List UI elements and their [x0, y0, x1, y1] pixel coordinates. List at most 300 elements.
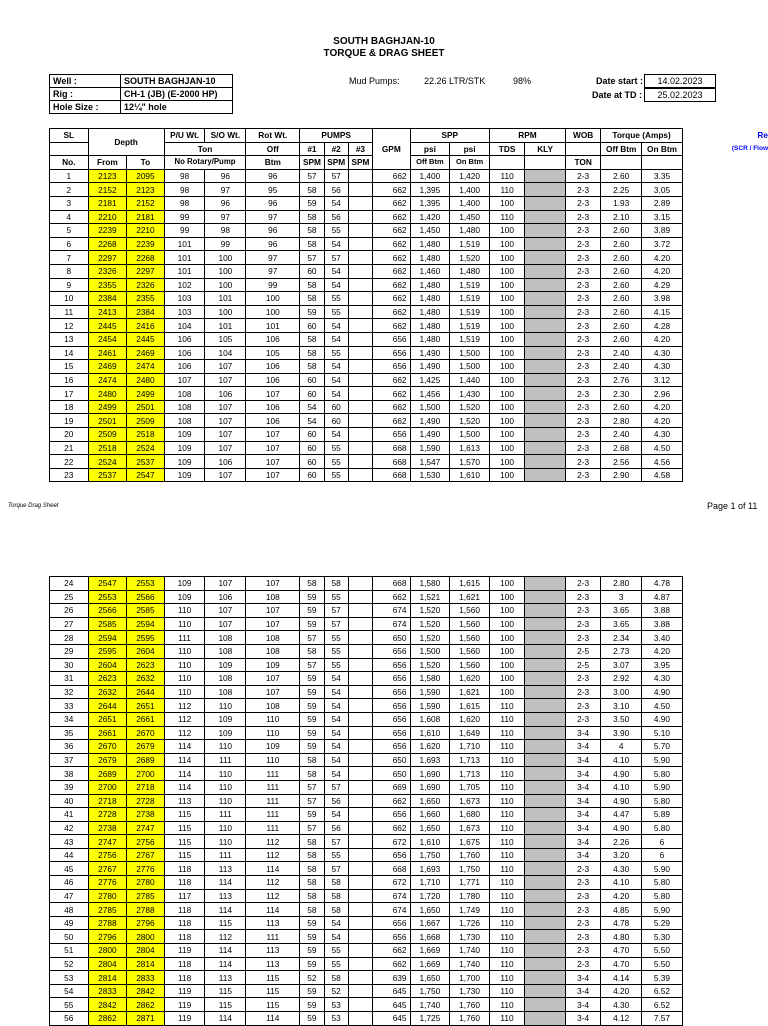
- table-cell: 115: [246, 984, 300, 998]
- table-cell: [525, 916, 566, 930]
- table-cell: 1,713: [450, 753, 490, 767]
- table-cell: 4.56: [642, 455, 683, 469]
- table-cell: 1,710: [410, 876, 450, 890]
- well-label: Well :: [50, 75, 121, 88]
- table-cell: 59: [300, 944, 324, 958]
- table-cell: 2-3: [565, 590, 600, 604]
- table-cell: [525, 726, 566, 740]
- table-cell: 662: [373, 400, 410, 414]
- table-cell: 58: [300, 848, 324, 862]
- table-cell: 57: [324, 835, 348, 849]
- table-cell: 1,480: [410, 292, 450, 306]
- table-cell: 106: [205, 590, 246, 604]
- table-cell: 52: [50, 957, 89, 971]
- table-cell: 1,650: [410, 903, 450, 917]
- table-cell: 2.60: [601, 264, 642, 278]
- table-cell: 52: [300, 971, 324, 985]
- table-cell: 2454: [88, 332, 127, 346]
- table-cell: [348, 196, 372, 210]
- table-cell: 119: [164, 1012, 205, 1026]
- table-cell: 1.93: [601, 196, 642, 210]
- table-cell: 58: [300, 577, 324, 591]
- table-cell: 1,430: [450, 387, 490, 401]
- table-cell: 656: [373, 726, 410, 740]
- table-cell: 110: [489, 862, 524, 876]
- table-cell: 58: [324, 889, 348, 903]
- table-cell: 1,519: [450, 278, 490, 292]
- table-cell: 100: [489, 305, 524, 319]
- table-cell: 54: [324, 237, 348, 251]
- table-cell: 58: [300, 644, 324, 658]
- table-cell: 110: [164, 658, 205, 672]
- table-cell: [348, 957, 372, 971]
- table-cell: 2814: [127, 957, 164, 971]
- table-cell: [348, 712, 372, 726]
- table-cell: 2268: [127, 251, 165, 265]
- table-cell: 110: [489, 808, 524, 822]
- table-cell: 4.90: [642, 712, 683, 726]
- table-cell: 110: [489, 210, 524, 224]
- table-cell: 100: [489, 292, 524, 306]
- table-cell: 112: [246, 876, 300, 890]
- table-cell: 114: [246, 1012, 300, 1026]
- col-spp-onbtm: On Btm: [450, 156, 490, 170]
- table-cell: 60: [300, 468, 324, 482]
- table-cell: 3.15: [642, 210, 683, 224]
- table-cell: 1,760: [450, 998, 490, 1012]
- table-cell: 2509: [127, 414, 165, 428]
- table-cell: 100: [489, 631, 524, 645]
- table-cell: 2384: [127, 305, 165, 319]
- table-cell: 2.60: [601, 251, 642, 265]
- table-cell: 2-3: [565, 957, 600, 971]
- table-cell: 1,725: [410, 1012, 450, 1026]
- table-cell: 1,520: [410, 604, 450, 618]
- table-cell: 104: [164, 319, 205, 333]
- table-cell: 109: [205, 658, 246, 672]
- table-row: [50, 944, 768, 958]
- table-cell: 110: [489, 169, 524, 183]
- table-cell: 107: [246, 617, 300, 631]
- table-cell: 4.90: [642, 685, 683, 699]
- col-pump1: #1: [300, 142, 324, 156]
- table-cell: 57: [300, 821, 324, 835]
- table-cell: 2.76: [601, 373, 642, 387]
- table-cell: 100: [489, 360, 524, 374]
- table-cell: 662: [373, 278, 410, 292]
- table-cell: [525, 332, 566, 346]
- table-cell: 100: [489, 441, 524, 455]
- table-cell: 2-3: [566, 292, 601, 306]
- table-cell: 114: [205, 903, 246, 917]
- table-cell: 110: [489, 835, 524, 849]
- table-cell: 2651: [127, 699, 164, 713]
- table-row: [50, 468, 768, 482]
- table-cell: 656: [373, 672, 410, 686]
- table-cell: 109: [164, 455, 205, 469]
- table-cell: 3-4: [565, 821, 600, 835]
- col-rot-wt: Rot Wt.: [246, 129, 300, 143]
- table-cell: 58: [300, 332, 324, 346]
- table-cell: [348, 617, 372, 631]
- table-cell: 112: [246, 889, 300, 903]
- table-row: [50, 196, 768, 210]
- table-cell: 109: [164, 577, 205, 591]
- table-cell: 2524: [127, 441, 165, 455]
- table-cell: 3.88: [642, 604, 683, 618]
- table-cell: [348, 251, 372, 265]
- table-cell: 2-3: [565, 862, 600, 876]
- table-cell: [525, 237, 566, 251]
- table-cell: 4.30: [642, 360, 683, 374]
- table-cell: 99: [246, 278, 300, 292]
- table-cell: 1,650: [410, 794, 450, 808]
- table-cell: 100: [489, 685, 524, 699]
- table-cell: 2-3: [565, 712, 600, 726]
- table-cell: 59: [300, 808, 324, 822]
- table-cell: [348, 685, 372, 699]
- table-cell: 656: [373, 428, 410, 442]
- table-cell: 110: [489, 699, 524, 713]
- table-cell: 59: [300, 712, 324, 726]
- table-cell: 1,750: [410, 984, 450, 998]
- table-cell: [348, 808, 372, 822]
- table-cell: [525, 319, 566, 333]
- table-cell: 114: [205, 957, 246, 971]
- table-cell: 5.29: [642, 916, 683, 930]
- table-cell: 1,480: [410, 305, 450, 319]
- table-row: [50, 971, 768, 985]
- table-cell: 662: [373, 264, 410, 278]
- table-cell: [348, 944, 372, 958]
- table-cell: [525, 876, 566, 890]
- table-cell: [525, 1012, 566, 1026]
- table-cell: 96: [246, 169, 300, 183]
- table-cell: 100: [489, 577, 524, 591]
- table-cell: 5.90: [642, 780, 683, 794]
- table-cell: 3: [601, 590, 642, 604]
- table-cell: [348, 971, 372, 985]
- table-cell: 7: [50, 251, 89, 265]
- table-cell: 2518: [127, 428, 165, 442]
- table-cell: 4.70: [601, 957, 642, 971]
- col-pump2: #2: [324, 142, 348, 156]
- table-row: [50, 590, 768, 604]
- table-cell: 4.78: [601, 916, 642, 930]
- table-cell: 2413: [88, 305, 127, 319]
- table-cell: 26: [50, 604, 89, 618]
- table-cell: 110: [489, 848, 524, 862]
- table-cell: 108: [164, 387, 205, 401]
- table-cell: 15: [50, 360, 89, 374]
- table-cell: 1,713: [450, 767, 490, 781]
- table-cell: 2767: [127, 848, 164, 862]
- table-row: [50, 889, 768, 903]
- table-cell: 31: [50, 672, 89, 686]
- table-cell: 99: [164, 210, 205, 224]
- table-cell: 29: [50, 644, 89, 658]
- table-cell: 1,425: [410, 373, 450, 387]
- table-cell: [348, 916, 372, 930]
- table-cell: 2-3: [566, 387, 601, 401]
- col-pump3: #3: [348, 142, 372, 156]
- table-cell: 2756: [127, 835, 164, 849]
- table-cell: 2480: [88, 387, 127, 401]
- table-cell: 1,673: [450, 794, 490, 808]
- table-cell: 5: [50, 224, 89, 238]
- table-cell: 110: [489, 726, 524, 740]
- table-cell: 3.35: [642, 169, 683, 183]
- table-cell: 110: [246, 753, 300, 767]
- table-row: [50, 862, 768, 876]
- table-cell: 110: [489, 780, 524, 794]
- table-cell: [525, 196, 566, 210]
- table-cell: [525, 292, 566, 306]
- table-cell: 2-3: [565, 699, 600, 713]
- table-cell: 55: [324, 305, 348, 319]
- table-cell: 96: [246, 196, 300, 210]
- table-cell: 2518: [88, 441, 127, 455]
- table-cell: [348, 346, 372, 360]
- table-cell: 34: [50, 712, 89, 726]
- mud-pumps-label: Mud Pumps:: [349, 76, 400, 86]
- table-cell: 59: [300, 740, 324, 754]
- col-wob: WOB: [566, 129, 601, 143]
- table-cell: [525, 278, 566, 292]
- table-cell: 57: [300, 169, 324, 183]
- table-cell: 2480: [127, 373, 165, 387]
- table-cell: [525, 672, 566, 686]
- table-cell: 2.68: [601, 441, 642, 455]
- table-cell: 19: [50, 414, 89, 428]
- table-cell: 112: [164, 726, 205, 740]
- table-cell: 2152: [127, 196, 165, 210]
- table-cell: 58: [300, 753, 324, 767]
- table-cell: 2239: [88, 224, 127, 238]
- table-cell: 48: [50, 903, 89, 917]
- table-cell: 110: [489, 957, 524, 971]
- table-cell: 108: [246, 631, 300, 645]
- table-row: [50, 903, 768, 917]
- table-cell: 662: [373, 210, 410, 224]
- table-cell: 110: [489, 971, 524, 985]
- table-cell: 1,500: [410, 644, 450, 658]
- table-cell: 54: [324, 916, 348, 930]
- table-cell: 4.20: [642, 400, 683, 414]
- table-cell: 1,570: [450, 455, 490, 469]
- table-cell: 1,520: [450, 400, 490, 414]
- table-row: [50, 278, 768, 292]
- table-cell: 111: [246, 794, 300, 808]
- table-cell: 1,560: [450, 604, 490, 618]
- col-spp-psi-on: psi: [450, 142, 490, 156]
- table-cell: 57: [300, 794, 324, 808]
- table-cell: 1,456: [410, 387, 450, 401]
- table-cell: 30: [50, 658, 89, 672]
- table-cell: 51: [50, 944, 89, 958]
- table-cell: 2416: [127, 319, 165, 333]
- table-cell: 2756: [88, 848, 127, 862]
- table-cell: [525, 699, 566, 713]
- table-cell: 9: [50, 278, 89, 292]
- table-cell: 2-3: [566, 251, 601, 265]
- table-cell: 2326: [127, 278, 165, 292]
- table-row: [50, 848, 768, 862]
- table-cell: 106: [246, 414, 300, 428]
- table-cell: 1,521: [410, 590, 450, 604]
- table-cell: 2.96: [642, 387, 683, 401]
- table-cell: 1,480: [410, 237, 450, 251]
- table-cell: 110: [489, 1012, 524, 1026]
- table-row: [50, 373, 768, 387]
- col-rot-btm: Btm: [246, 156, 300, 170]
- table-cell: 4.20: [642, 251, 683, 265]
- table-cell: 1,740: [410, 998, 450, 1012]
- table-cell: 1,480: [410, 251, 450, 265]
- table-cell: 54: [324, 373, 348, 387]
- table-row: [50, 428, 768, 442]
- hole-size-label: Hole Size :: [50, 101, 121, 114]
- table-cell: 1,490: [410, 346, 450, 360]
- table-cell: 1,450: [410, 224, 450, 238]
- table-cell: 2833: [88, 984, 127, 998]
- table-cell: 1,621: [450, 590, 490, 604]
- table-cell: 1,750: [450, 862, 490, 876]
- table-cell: 115: [164, 835, 205, 849]
- table-cell: 3-4: [565, 984, 600, 998]
- table-cell: 2728: [127, 794, 164, 808]
- table-cell: 3-4: [565, 848, 600, 862]
- table-cell: 53: [324, 1012, 348, 1026]
- table-cell: 59: [300, 726, 324, 740]
- table-cell: 2804: [88, 957, 127, 971]
- table-cell: 107: [246, 604, 300, 618]
- col-ton: Ton: [164, 142, 246, 156]
- table-cell: [525, 984, 566, 998]
- table-cell: 5.90: [642, 753, 683, 767]
- table-cell: 672: [373, 835, 410, 849]
- table-cell: 100: [489, 400, 524, 414]
- table-cell: 2.30: [601, 387, 642, 401]
- table-cell: 1,700: [450, 971, 490, 985]
- table-cell: 108: [205, 672, 246, 686]
- table-cell: 650: [373, 631, 410, 645]
- table-cell: 57: [300, 251, 324, 265]
- table-cell: 96: [246, 237, 300, 251]
- table-cell: 113: [205, 889, 246, 903]
- table-cell: 100: [246, 305, 300, 319]
- table-cell: 107: [205, 414, 246, 428]
- table-cell: 2796: [88, 930, 127, 944]
- table-cell: 1,520: [410, 631, 450, 645]
- table-cell: 113: [164, 794, 205, 808]
- table-cell: 5.70: [642, 740, 683, 754]
- table-cell: 2595: [88, 644, 127, 658]
- table-cell: 1,395: [410, 183, 450, 197]
- table-cell: 58: [324, 971, 348, 985]
- table-cell: 5.50: [642, 957, 683, 971]
- table-cell: 2.10: [601, 210, 642, 224]
- table-cell: 5.39: [642, 971, 683, 985]
- table-cell: [525, 577, 566, 591]
- table-cell: 1,520: [410, 658, 450, 672]
- table-cell: 2-3: [565, 944, 600, 958]
- table-row: [50, 360, 768, 374]
- table-cell: [348, 428, 372, 442]
- table-cell: 32: [50, 685, 89, 699]
- table-cell: 107: [205, 360, 246, 374]
- date-start-value: 14.02.2023: [644, 74, 716, 88]
- date-td-label: Date at TD :: [592, 90, 642, 100]
- table-cell: 2-3: [566, 414, 601, 428]
- table-cell: [348, 468, 372, 482]
- table-cell: 109: [246, 740, 300, 754]
- table-cell: 662: [373, 821, 410, 835]
- table-cell: 107: [246, 455, 300, 469]
- table-cell: 1,500: [450, 346, 490, 360]
- table-cell: 4.30: [601, 998, 642, 1012]
- table-cell: 1,519: [450, 332, 490, 346]
- table-cell: 2181: [127, 210, 165, 224]
- table-cell: 662: [373, 590, 410, 604]
- table-row: [50, 712, 768, 726]
- table-cell: 1,668: [410, 930, 450, 944]
- table-cell: 110: [205, 780, 246, 794]
- table-cell: [348, 780, 372, 794]
- table-cell: 57: [324, 617, 348, 631]
- table-cell: 1,519: [450, 237, 490, 251]
- table-cell: 100: [489, 224, 524, 238]
- table-cell: 1,519: [450, 319, 490, 333]
- table-cell: 2-3: [565, 916, 600, 930]
- table-cell: 1,590: [410, 685, 450, 699]
- mud-pumps-value: 22.26 LTR/STK: [424, 76, 485, 86]
- table-cell: 1,480: [410, 332, 450, 346]
- table-cell: 2814: [88, 971, 127, 985]
- table-cell: 100: [489, 332, 524, 346]
- table-cell: 118: [164, 971, 205, 985]
- table-cell: 100: [489, 346, 524, 360]
- table-cell: 118: [164, 876, 205, 890]
- table-cell: 96: [205, 196, 246, 210]
- table-cell: [525, 251, 566, 265]
- table-cell: 107: [205, 468, 246, 482]
- table-cell: 1,620: [450, 712, 490, 726]
- table-cell: 36: [50, 740, 89, 754]
- table-cell: 28: [50, 631, 89, 645]
- table-cell: 668: [373, 468, 410, 482]
- sheet-subtitle: TORQUE & DRAG SHEET: [0, 48, 768, 59]
- table-cell: 2268: [88, 237, 127, 251]
- col-kly: KLY: [525, 142, 566, 156]
- table-cell: 668: [373, 441, 410, 455]
- table-cell: 5.89: [642, 808, 683, 822]
- table-row: [50, 210, 768, 224]
- table-cell: [525, 631, 566, 645]
- table-cell: 110: [489, 821, 524, 835]
- table-cell: 103: [164, 292, 205, 306]
- table-cell: 106: [164, 332, 205, 346]
- table-cell: 45: [50, 862, 89, 876]
- table-cell: [525, 468, 566, 482]
- table-cell: 60: [324, 400, 348, 414]
- table-row: [50, 251, 768, 265]
- table-cell: 1,726: [450, 916, 490, 930]
- table-cell: 58: [300, 835, 324, 849]
- table-row: [50, 726, 768, 740]
- table-row: [50, 577, 768, 591]
- table-cell: [525, 930, 566, 944]
